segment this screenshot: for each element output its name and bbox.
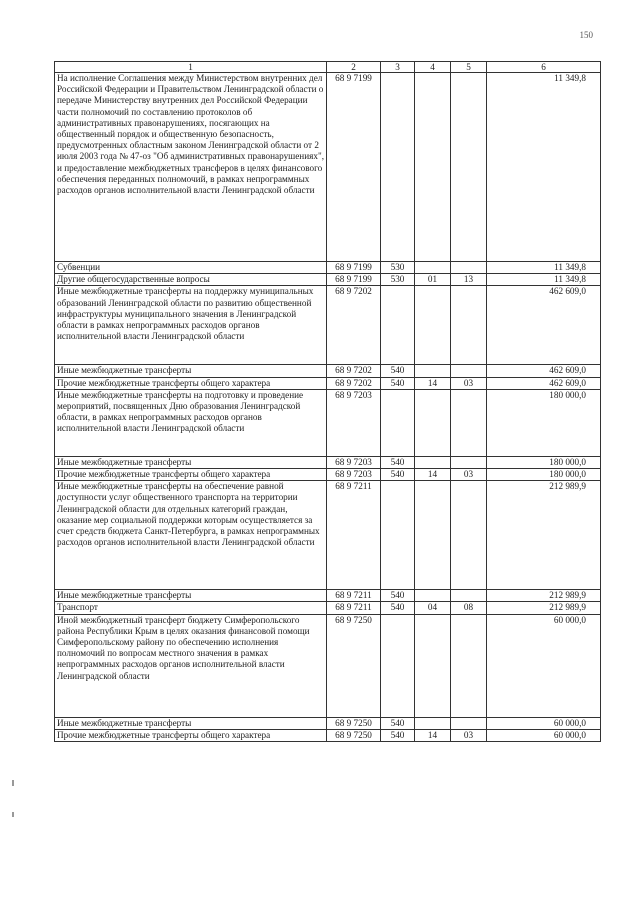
row-target-code: 68 9 7211 xyxy=(327,602,381,614)
row-section: 14 xyxy=(415,469,451,481)
row-subsection: 03 xyxy=(451,469,487,481)
row-section xyxy=(415,456,451,468)
row-name: На исполнение Соглашения между Министерством внутренних дел Российской Федерации и Правительством Ленинградской области о передаче Министерству внутренних дел Российской Федерации части полномочий по составлению протоколов об административных правонарушениях, посягающих на общественный порядок и общественную безопасность, предусмотренных областным законом Ленинградской области от 2 июля 2003 года № 47-оз "Об административных правонарушениях", и предоставление межбюджетных трансферов в целях финансового обеспечения переданных полномочий, в рамках непрограммных расходов органов исполнительной власти Ленинградской области xyxy=(55,73,327,262)
row-amount: 212 989,9 xyxy=(487,590,601,602)
table-row xyxy=(55,602,601,614)
row-expense-type xyxy=(381,481,415,590)
row-section xyxy=(415,614,451,717)
row-subsection xyxy=(451,456,487,468)
header-col-4: 4 xyxy=(415,62,451,73)
row-name: Иные межбюджетные трансферты на подготовку и проведение мероприятий, посвященных Дню образования Ленинградской области, в рамках непрограммных расходов органов исполнительной власти Ленинградской области xyxy=(55,389,327,456)
row-name: Прочие межбюджетные трансферты общего характера xyxy=(55,377,327,389)
row-subsection xyxy=(451,614,487,717)
row-section xyxy=(415,389,451,456)
row-subsection: 13 xyxy=(451,274,487,286)
row-name: Субвенции xyxy=(55,262,327,274)
row-expense-type: 540 xyxy=(381,729,415,741)
header-col-1: 1 xyxy=(55,62,327,73)
header-col-2: 2 xyxy=(327,62,381,73)
row-amount: 462 609,0 xyxy=(487,377,601,389)
row-name: Иные межбюджетные трансферты xyxy=(55,590,327,602)
row-section xyxy=(415,73,451,262)
row-expense-type: 540 xyxy=(381,590,415,602)
table-row xyxy=(55,456,601,468)
row-subsection xyxy=(451,262,487,274)
table-row xyxy=(55,262,601,274)
table-row xyxy=(55,377,601,389)
row-section: 01 xyxy=(415,274,451,286)
row-expense-type: 540 xyxy=(381,602,415,614)
row-name: Иной межбюджетный трансферт бюджету Симферопольского района Республики Крым в целях оказания финансовой помощи Симферопольскому району по обеспечению исполнения полномочий по вопросам местного значения в рамках непрограммных расходов органов исполнительной власти Ленинградской области xyxy=(55,614,327,717)
row-target-code: 68 9 7202 xyxy=(327,365,381,377)
row-name: Иные межбюджетные трансферты xyxy=(55,365,327,377)
row-section xyxy=(415,286,451,365)
row-target-code: 68 9 7199 xyxy=(327,73,381,262)
row-subsection xyxy=(451,590,487,602)
row-amount: 180 000,0 xyxy=(487,469,601,481)
row-amount: 11 349,8 xyxy=(487,73,601,262)
table-row xyxy=(55,481,601,590)
row-target-code: 68 9 7203 xyxy=(327,469,381,481)
table-row xyxy=(55,469,601,481)
row-expense-type: 540 xyxy=(381,456,415,468)
row-amount: 462 609,0 xyxy=(487,286,601,365)
header-col-5: 5 xyxy=(451,62,487,73)
header-row xyxy=(55,62,601,73)
row-target-code: 68 9 7199 xyxy=(327,262,381,274)
table-row xyxy=(55,365,601,377)
row-target-code: 68 9 7202 xyxy=(327,286,381,365)
row-subsection xyxy=(451,365,487,377)
row-section xyxy=(415,262,451,274)
row-amount: 60 000,0 xyxy=(487,717,601,729)
row-amount: 60 000,0 xyxy=(487,614,601,717)
row-subsection xyxy=(451,286,487,365)
row-expense-type xyxy=(381,73,415,262)
row-amount: 180 000,0 xyxy=(487,456,601,468)
row-amount: 212 989,9 xyxy=(487,481,601,590)
table-row xyxy=(55,729,601,741)
row-expense-type: 530 xyxy=(381,274,415,286)
table-row xyxy=(55,286,601,365)
row-subsection xyxy=(451,481,487,590)
table-row xyxy=(55,717,601,729)
row-target-code: 68 9 7250 xyxy=(327,729,381,741)
row-subsection: 03 xyxy=(451,729,487,741)
table-row xyxy=(55,274,601,286)
table-row xyxy=(55,590,601,602)
row-section xyxy=(415,717,451,729)
page-number: 150 xyxy=(579,30,593,40)
row-expense-type: 540 xyxy=(381,377,415,389)
row-subsection xyxy=(451,73,487,262)
row-target-code: 68 9 7250 xyxy=(327,614,381,717)
row-name: Прочие межбюджетные трансферты общего характера xyxy=(55,469,327,481)
row-expense-type xyxy=(381,389,415,456)
table-row xyxy=(55,389,601,456)
row-target-code: 68 9 7250 xyxy=(327,717,381,729)
row-subsection xyxy=(451,717,487,729)
row-amount: 11 349,8 xyxy=(487,274,601,286)
row-amount: 60 000,0 xyxy=(487,729,601,741)
row-name: Иные межбюджетные трансферты xyxy=(55,717,327,729)
row-expense-type: 530 xyxy=(381,262,415,274)
row-expense-type xyxy=(381,614,415,717)
row-section xyxy=(415,590,451,602)
row-section xyxy=(415,365,451,377)
row-amount: 212 989,9 xyxy=(487,602,601,614)
row-section xyxy=(415,481,451,590)
row-name: Прочие межбюджетные трансферты общего характера xyxy=(55,729,327,741)
row-target-code: 68 9 7203 xyxy=(327,456,381,468)
row-amount: 11 349,8 xyxy=(487,262,601,274)
row-target-code: 68 9 7203 xyxy=(327,389,381,456)
table-row xyxy=(55,73,601,262)
row-subsection: 03 xyxy=(451,377,487,389)
scan-margin-mark xyxy=(12,812,14,817)
row-expense-type xyxy=(381,286,415,365)
row-name: Иные межбюджетные трансферты xyxy=(55,456,327,468)
scan-margin-mark xyxy=(12,780,14,786)
row-section: 14 xyxy=(415,377,451,389)
row-expense-type: 540 xyxy=(381,469,415,481)
row-subsection: 08 xyxy=(451,602,487,614)
row-subsection xyxy=(451,389,487,456)
budget-table xyxy=(54,61,601,742)
row-target-code: 68 9 7202 xyxy=(327,377,381,389)
row-target-code: 68 9 7199 xyxy=(327,274,381,286)
table-row xyxy=(55,614,601,717)
row-expense-type: 540 xyxy=(381,365,415,377)
row-name: Транспорт xyxy=(55,602,327,614)
row-section: 04 xyxy=(415,602,451,614)
row-name: Иные межбюджетные трансферты на обеспечение равной доступности услуг общественного транспорта на территории Ленинградской области для отдельных категорий граждан, оказание мер социальной поддержки которым осуществляется за счет средств бюджета Санкт-Петербурга, в рамках непрограммных расходов органов исполнительной власти Ленинградской области xyxy=(55,481,327,590)
header-col-6: 6 xyxy=(487,62,601,73)
row-section: 14 xyxy=(415,729,451,741)
header-col-3: 3 xyxy=(381,62,415,73)
row-amount: 180 000,0 xyxy=(487,389,601,456)
row-expense-type: 540 xyxy=(381,717,415,729)
row-name: Иные межбюджетные трансферты на поддержку муниципальных образований Ленинградской области по развитию общественной инфраструктуры муниципального значения в Ленинградской области в рамках непрограммных расходов органов исполнительной власти Ленинградской области xyxy=(55,286,327,365)
row-name: Другие общегосударственные вопросы xyxy=(55,274,327,286)
row-target-code: 68 9 7211 xyxy=(327,481,381,590)
row-target-code: 68 9 7211 xyxy=(327,590,381,602)
row-amount: 462 609,0 xyxy=(487,365,601,377)
